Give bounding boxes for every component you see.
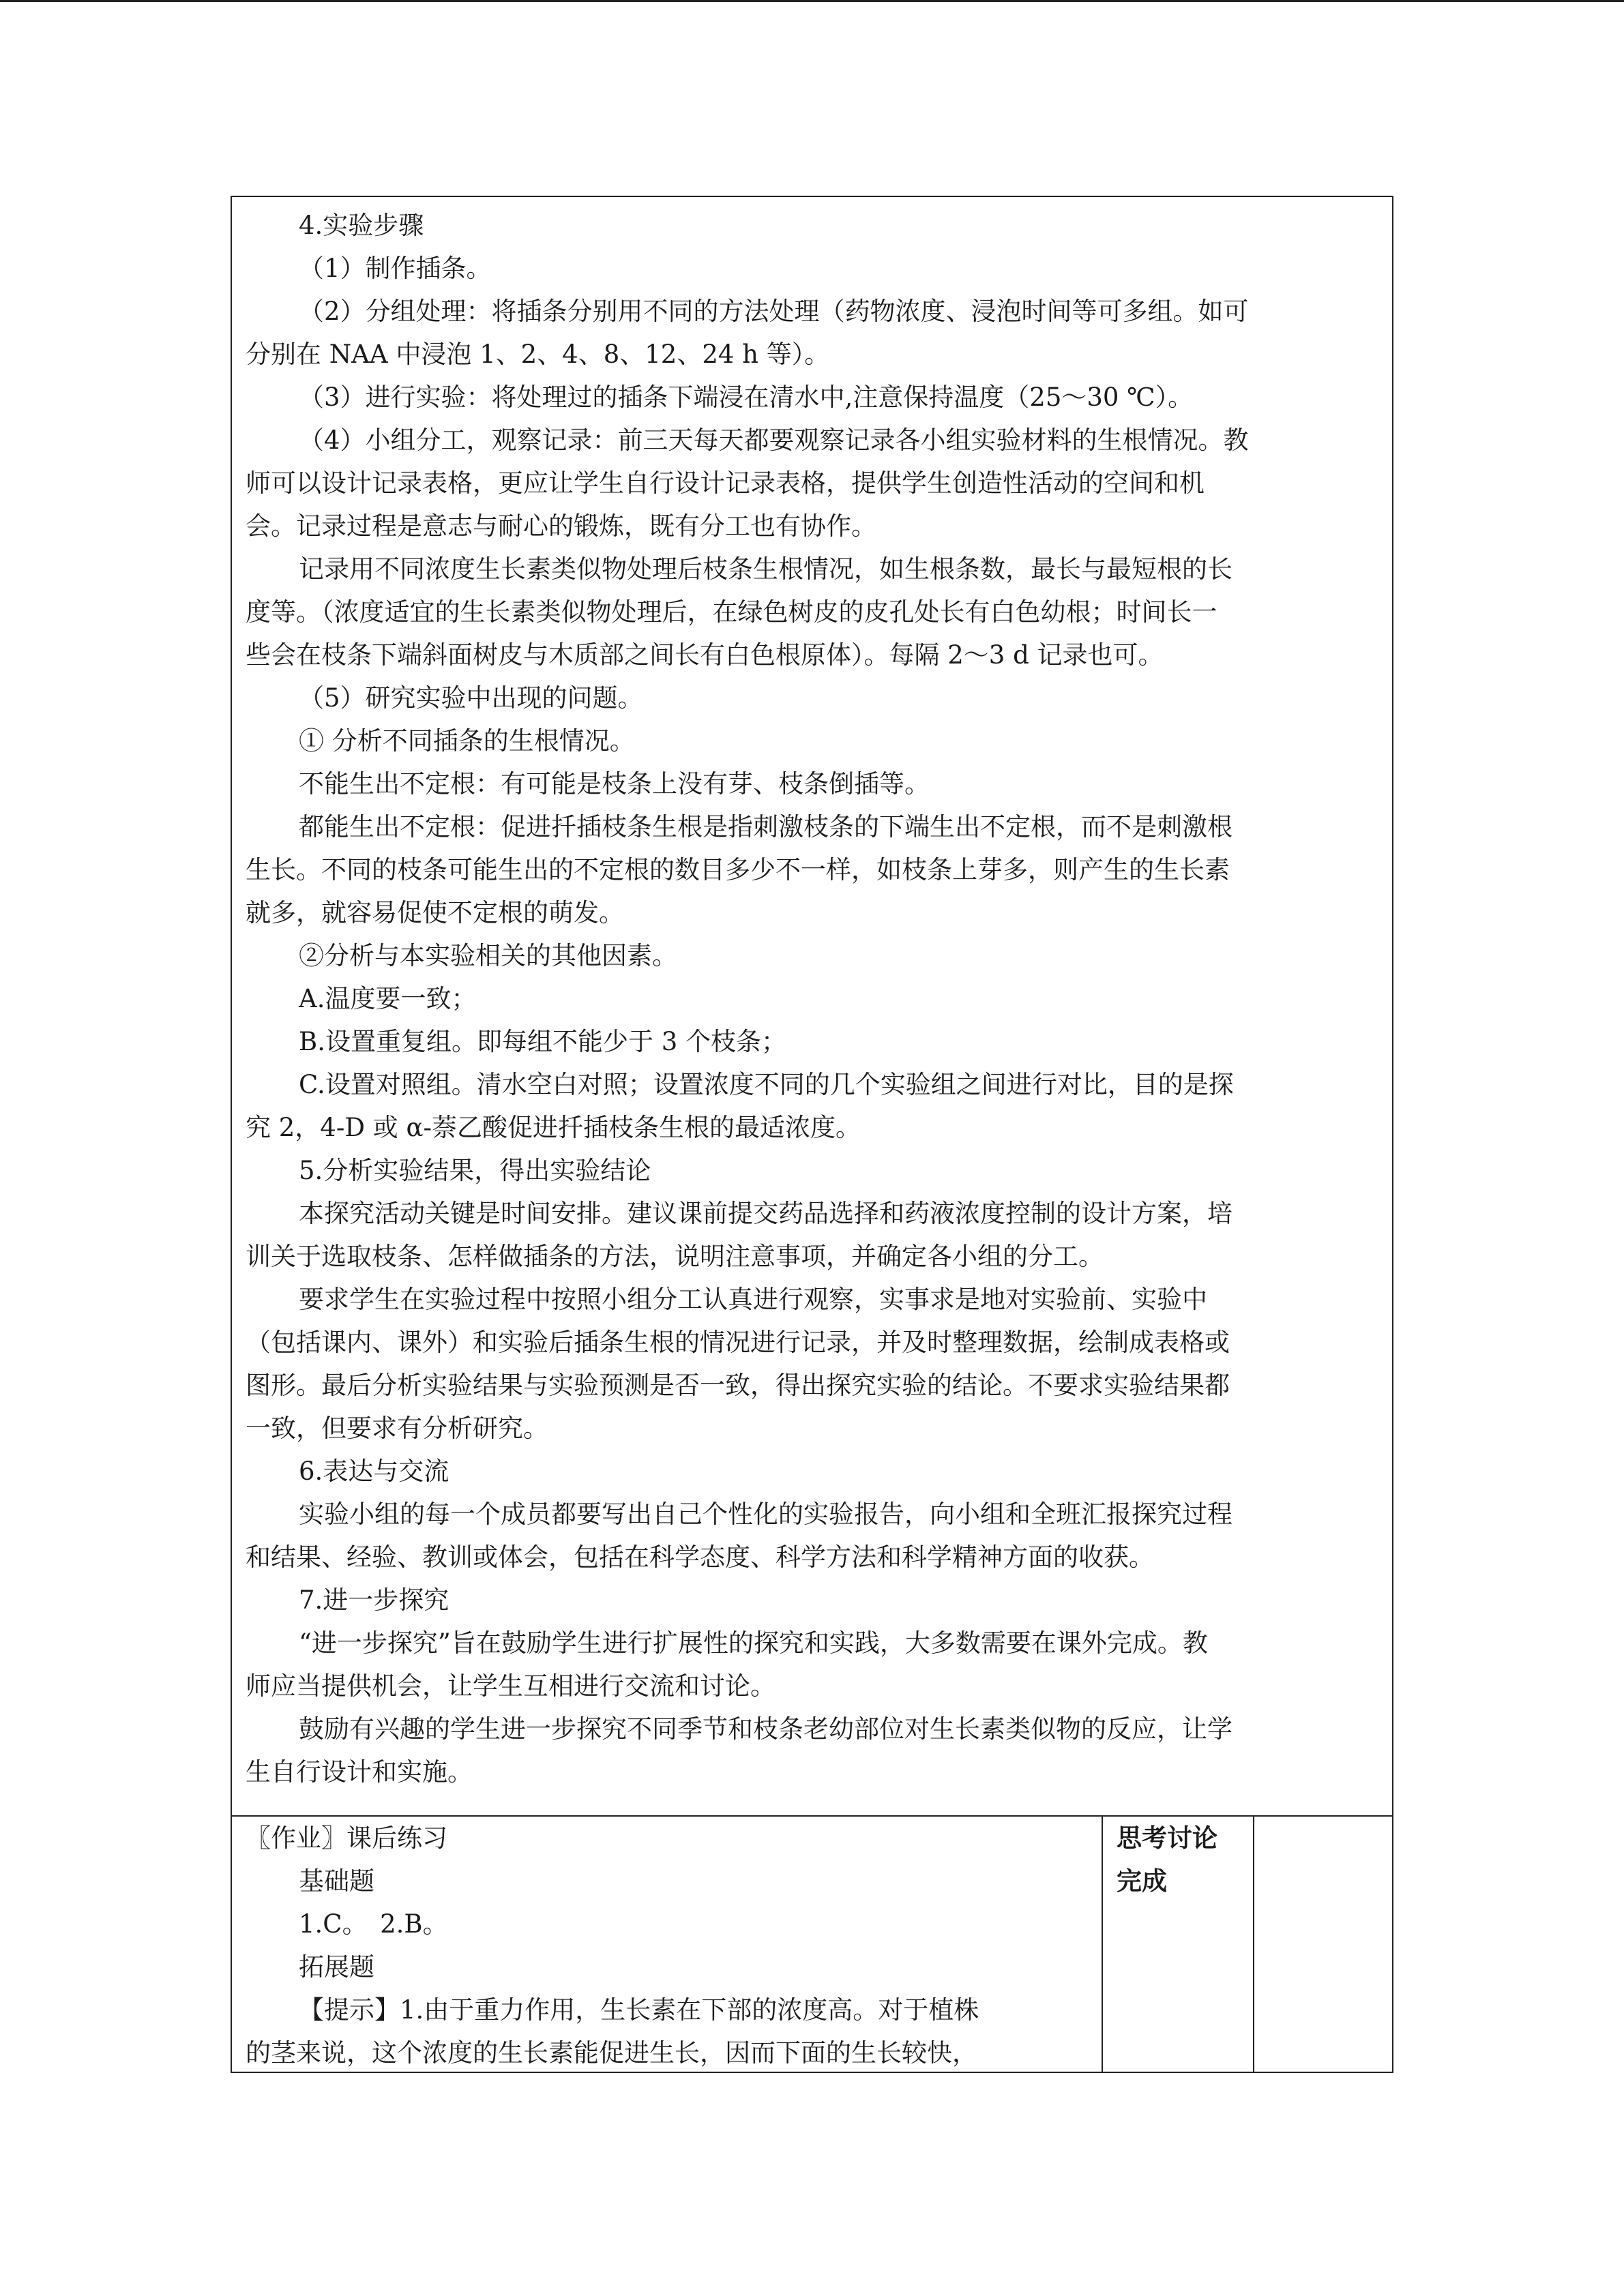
- text-line: 都能生出不定根：促进扦插枝条生根是指刺激枝条的下端生出不定根，而不是刺激根: [299, 812, 1232, 841]
- text-line: 图形。最后分析实验结果与实验预测是否一致，得出探究实验的结论。不要求实验结果都: [246, 1371, 1230, 1400]
- homework-heading: 〖作业〗课后练习: [246, 1823, 447, 1853]
- experiment-steps-cell: [232, 197, 1392, 1817]
- text-line: 会。记录过程是意志与耐心的锻炼，既有分工也有协作。: [246, 511, 876, 541]
- text-line: 本探究活动关键是时间安排。建议课前提交药品选择和药液浓度控制的设计方案，培: [299, 1199, 1232, 1228]
- discussion-note-line1: 思考讨论: [1117, 1823, 1217, 1853]
- text-line: 度等。（浓度适宜的生长素类似物处理后，在绿色树皮的皮孔处长有白色幼根；时间长一: [246, 597, 1217, 627]
- heading-further-inquiry: 7.进一步探究: [299, 1585, 449, 1615]
- text-line: 师应当提供机会，让学生互相进行交流和讨论。: [246, 1671, 776, 1701]
- text-line: 实验小组的每一个成员都要写出自己个性化的实验报告，向小组和全班汇报探究过程: [299, 1500, 1232, 1529]
- text-line: 究 2，4-D 或 α-萘乙酸促进扦插枝条生根的最适浓度。: [246, 1113, 861, 1142]
- text-line: C.设置对照组。清水空白对照；设置浓度不同的几个实验组之间进行对比，目的是探: [299, 1070, 1234, 1099]
- text-line: （3）进行实验：将处理过的插条下端浸在清水中,注意保持温度（25～30 ℃）。: [299, 383, 1194, 412]
- note-cells: [1103, 1817, 1485, 2072]
- basic-questions-label: 基础题: [299, 1866, 374, 1896]
- basic-answers: 1.C。 2.B。: [299, 1909, 448, 1939]
- text-line: 就多，就容易促使不定根的萌发。: [246, 898, 624, 927]
- hint-line: 的茎来说，这个浓度的生长素能促进生长，因而下面的生长较快，: [246, 2038, 977, 2068]
- discussion-note-line2: 完成: [1117, 1866, 1167, 1896]
- text-line: 师可以设计记录表格，更应让学生自行设计记录表格，提供学生创造性活动的空间和机: [246, 468, 1205, 498]
- homework-text: [246, 1817, 1091, 2074]
- homework-row: [232, 1817, 1392, 2072]
- heading-expression: 6.表达与交流: [299, 1457, 449, 1486]
- discussion-note: [1117, 1817, 1239, 1903]
- text-line: 分别在 NAA 中浸泡 1、2、4、8、12、24 h 等）。: [246, 340, 830, 369]
- homework-cell: [232, 1817, 1103, 2072]
- text-line: 些会在枝条下端斜面树皮与木质部之间长有白色根原体）。每隔 2～3 d 记录也可。: [246, 640, 1164, 670]
- text-line: 生长。不同的枝条可能生出的不定根的数目多少不一样，如枝条上芽多，则产生的生长素: [246, 855, 1230, 884]
- lesson-table: [231, 196, 1393, 2073]
- text-line: 一致，但要求有分析研究。: [246, 1414, 548, 1443]
- discussion-cell: [1103, 1817, 1254, 2072]
- text-line: A.温度要一致；: [299, 984, 477, 1013]
- hint-line: 【提示】1.由于重力作用，生长素在下部的浓度高。对于植株: [299, 1995, 979, 2025]
- text-line: “进一步探究”旨在鼓励学生进行扩展性的探究和实践，大多数需要在课外完成。教: [299, 1628, 1208, 1658]
- text-line: （1）制作插条。: [299, 254, 492, 283]
- text-line: （4）小组分工，观察记录：前三天每天都要观察记录各小组实验材料的生根情况。教: [299, 426, 1249, 455]
- text-line: 和结果、经验、教训或体会，包括在科学态度、科学方法和科学精神方面的收获。: [246, 1542, 1154, 1572]
- experiment-steps-text: [246, 204, 1378, 1793]
- text-line: （2）分组处理：将插条分别用不同的方法处理（药物浓度、浸泡时间等可多组。如可: [299, 297, 1249, 326]
- text-line: ① 分析不同插条的生根情况。: [299, 726, 635, 756]
- extended-questions-label: 拓展题: [299, 1952, 374, 1982]
- text-line: 生自行设计和实施。: [246, 1757, 473, 1787]
- text-line: 记录用不同浓度生长素类似物处理后枝条生根情况，如生根条数，最长与最短根的长: [299, 554, 1232, 584]
- text-line: 训关于选取枝条、怎样做插条的方法，说明注意事项，并确定各小组的分工。: [246, 1242, 1104, 1271]
- text-line: 要求学生在实验过程中按照小组分工认真进行观察，实事求是地对实验前、实验中: [299, 1285, 1207, 1314]
- text-line: ②分析与本实验相关的其他因素。: [299, 941, 677, 970]
- text-line: B.设置重复组。即每组不能少于 3 个枝条；: [299, 1027, 787, 1056]
- text-line: （5）研究实验中出现的问题。: [299, 683, 643, 713]
- page-top-rule: [0, 0, 1624, 2]
- text-line: 鼓励有兴趣的学生进一步探究不同季节和枝条老幼部位对生长素类似物的反应，让学: [299, 1714, 1232, 1744]
- heading-experiment-steps: 4.实验步骤: [299, 211, 424, 240]
- text-line: （包括课内、课外）和实验后插条生根的情况进行记录，并及时整理数据，绘制成表格或: [246, 1328, 1230, 1357]
- text-line: 不能生出不定根：有可能是枝条上没有芽、枝条倒插等。: [299, 769, 930, 799]
- heading-results: 5.分析实验结果，得出实验结论: [299, 1156, 651, 1185]
